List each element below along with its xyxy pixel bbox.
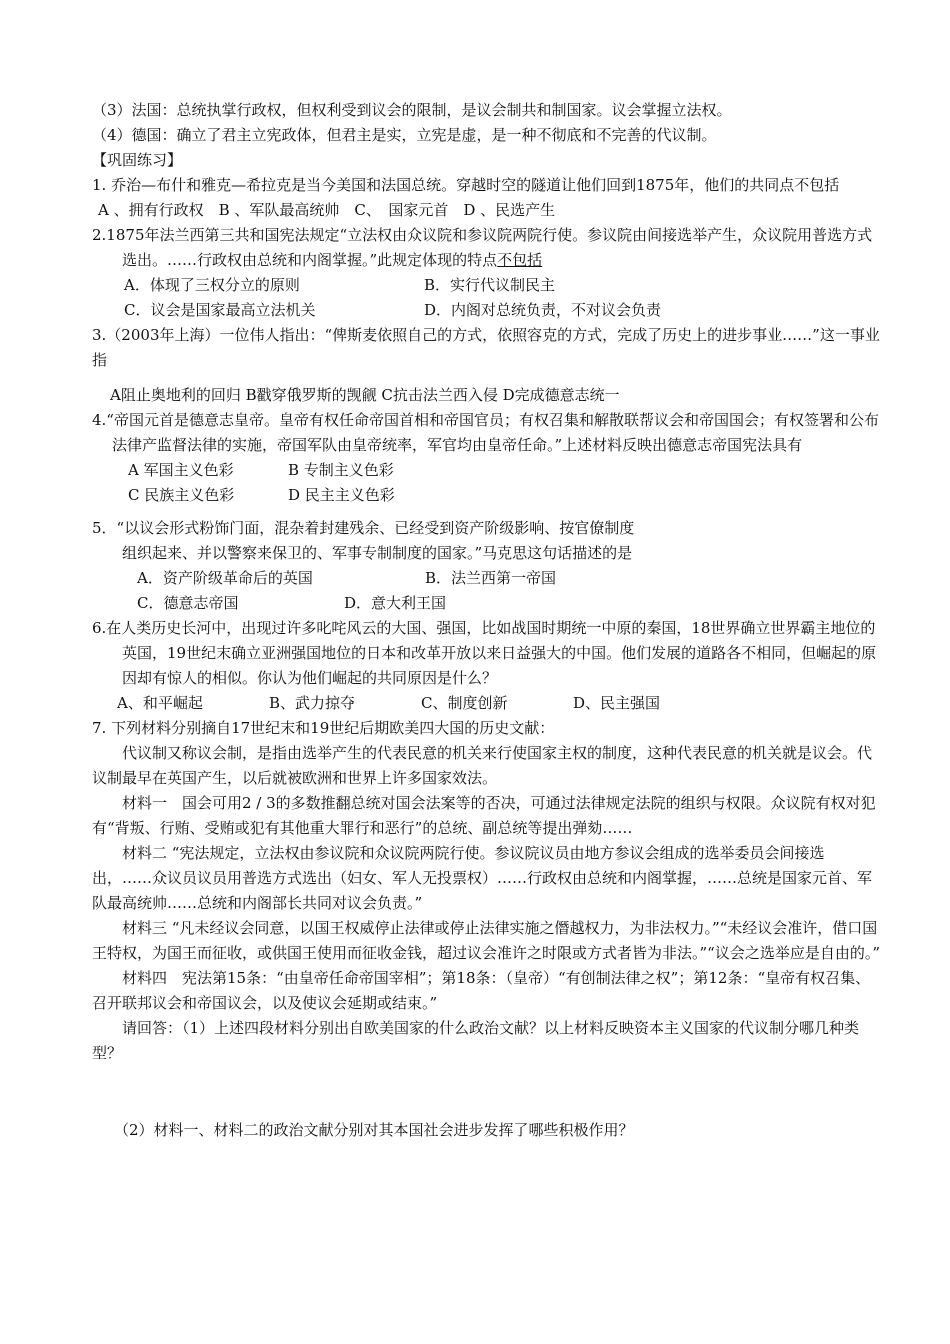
q2-stem [92, 223, 880, 273]
q4-options-row2 [92, 483, 880, 508]
q4-option-b: B 专制主义色彩 [288, 461, 394, 479]
q5-options-row1 [92, 566, 880, 591]
q3-stem: 3.（2003年上海）一位伟人指出：“俾斯麦依照自己的方式，依照容克的方式，完成了历史上的进步事业……”这一事业指 [92, 326, 880, 369]
intro-france: （3）法国：总统执掌行政权，但权利受到议会的限制，是议会制共和制国家。议会掌握立法权。 [92, 101, 732, 119]
q4-option-d: D 民主主义色彩 [288, 486, 395, 504]
q7-material-2: 材料二 “宪法规定，立法权由参议院和众议院两院行使。参议院议员由地方参议会组成的选举委员会间接选出，……众议员议员用普选方式选出（妇女、军人无投票权）……行政权由总统和内阁掌握，……总统是国家元首、军队最高统帅……总统和内阁部长共同对议会负责。” [92, 844, 873, 912]
q4-options-row1 [92, 458, 880, 483]
q2-stem-text: 2.1875年法兰西第三共和国宪法规定“立法权由众议院和参议院两院行使。参议院由间接选举产生，众议院用普选方式选出。……行政权由总统和内阁掌握。”此规定体现的特点 [92, 226, 873, 269]
q5-stem-line1: 5．“以议会形式粉饰门面，混杂着封建残余、已经受到资产阶级影响、按官僚制度 [92, 519, 635, 537]
intro-germany: （4）德国：确立了君主立宪政体，但君主是实，立宪是虚，是一种不彻底和不完善的代议制。 [92, 126, 717, 144]
q5-option-b: B．法兰西第一帝国 [425, 569, 557, 587]
q6-options [92, 691, 880, 716]
q4-stem: 4.“帝国元首是德意志皇帝。皇帝有权任命帝国首相和帝国官员；有权召集和解散联帮议会和帝国国会；有权签署和公布法律产监督法律的实施，帝国军队由皇帝统率，军官均由皇帝任命。”上述材料反映出德意志帝国宪法具有 [92, 411, 879, 454]
q2-options-row2 [92, 298, 880, 323]
q5-stem-line2: 组织起来、并以警察来保卫的、军事专制制度的国家。”马克思这句话描述的是 [122, 544, 633, 562]
q7-stem: 7. 下列材料分别摘自17世纪末和19世纪后期欧美四大国的历史文献： [92, 719, 555, 737]
q4-option-a: A 军国主义色彩 [128, 461, 234, 479]
q6-option-c: C、制度创新 [421, 694, 508, 712]
q2-option-a: A．体现了三权分立的原则 [124, 276, 300, 294]
q7-intro-paragraph: 代议制又称议会制，是指由选举产生的代表民意的机关来行使国家主权的制度，这种代表民意的机关就是议会。代议制最早在英国产生，以后就被欧洲和世界上许多国家效法。 [92, 744, 873, 787]
q5-option-a: A．资产阶级革命后的英国 [137, 569, 313, 587]
q7-question-2: （2）材料一、材料二的政治文献分别对其本国社会进步发挥了哪些积极作用？ [114, 1121, 634, 1139]
q2-option-c: C．议会是国家最高立法机关 [124, 301, 316, 319]
q5-option-c: C．德意志帝国 [137, 594, 239, 612]
q2-option-b: B．实行代议制民主 [424, 276, 556, 294]
q7-material-1: 材料一 国会可用2 / 3的多数推翻总统对国会法案等的否决，可通过法律规定法院的组织与权限。众议院有权对犯有“背叛、行贿、受贿或犯有其他重大罪行和恶行”的总统、副总统等提出弹劾…… [92, 794, 876, 837]
q2-options-row1 [92, 273, 880, 298]
q2-stem-underlined: 不包括 [497, 251, 543, 269]
section-title: 【巩固练习】 [92, 151, 183, 169]
q7-material-4: 材料四 宪法第15条：“由皇帝任命帝国宰相”；第18条：（皇帝）“有创制法律之权”；第12条：“皇帝有权召集、召开联邦议会和帝国议会，以及使议会延期或结束。” [92, 969, 871, 1012]
q4-option-c: C 民族主义色彩 [128, 486, 235, 504]
q1-stem: 1. 乔治—布什和雅克—希拉克是当今美国和法国总统。穿越时空的隧道让他们回到1875年，他们的共同点不包括 [92, 176, 840, 194]
q7-material-3: 材料三 “凡未经议会同意，以国王权威停止法律或停止法律实施之僭越权力，为非法权力。”“未经议会准许，借口国王特权，为国王而征收，或供国王使用而征收金钱，超过议会准许之时限或方式者皆为非法。”“议会之选举应是自由的。” [92, 919, 881, 962]
q2-option-d: D．内阁对总统负责，不对议会负责 [424, 301, 662, 319]
q6-stem: 6.在人类历史长河中，出现过许多叱咤风云的大国、强国，比如战国时期统一中原的秦国，18世界确立世界霸主地位的英国，19世纪末确立亚洲强国地位的日本和改革开放以来日益强大的中国。他们发展的道路各不相同，但崛起的原因却有惊人的相似。你认为他们崛起的共同原因是什么？ [92, 619, 877, 687]
q3-options: A阻止奥地利的回归 B戳穿俄罗斯的觊觎 C抗击法兰西入侵 D完成德意志统一 [110, 386, 620, 404]
q6-option-b: B、武力掠夺 [269, 694, 356, 712]
q5-options-row2 [92, 591, 880, 616]
q5-option-d: D．意大利王国 [344, 594, 447, 612]
q6-option-a: A、和平崛起 [117, 694, 203, 712]
q1-options: A 、拥有行政权 B 、军队最高统帅 C、 国家元首 D 、民选产生 [98, 201, 556, 219]
q7-question-1: 请回答：（1）上述四段材料分别出自欧美国家的什么政治文献？以上材料反映资本主义国家的代议制分哪几种类型？ [92, 1019, 860, 1062]
q6-option-d: D、民主强国 [573, 694, 661, 712]
